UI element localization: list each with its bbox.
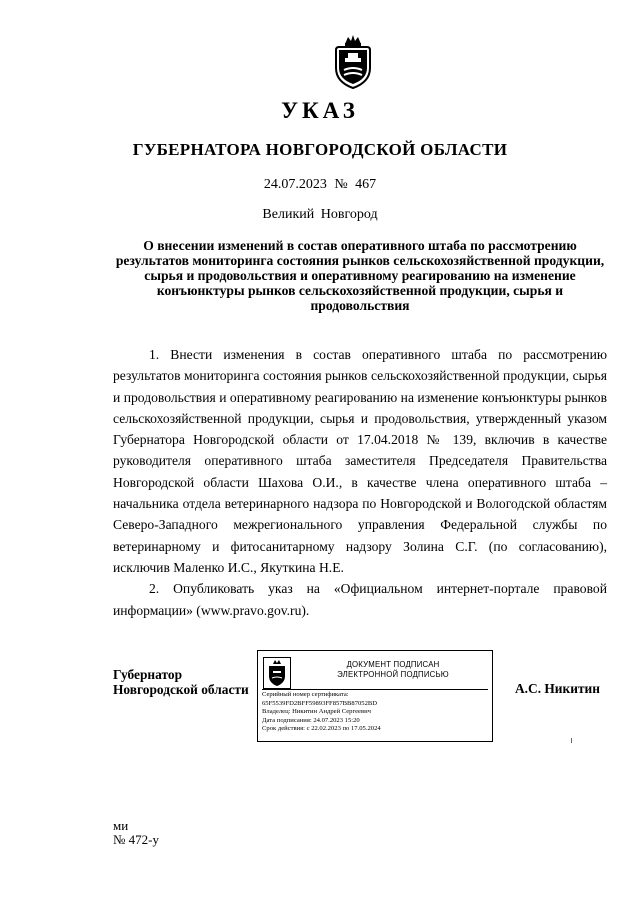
- stamp-cert-label: Серийный номер сертификата:: [262, 691, 349, 698]
- signer-position-line1: Губернатор: [113, 667, 183, 682]
- coat-of-arms-icon: [330, 30, 376, 90]
- stamp-validity: Срок действия: с 22.02.2023 по 17.05.2024: [262, 725, 381, 733]
- footer-initials: ми: [113, 818, 129, 833]
- issuer-title: ГУБЕРНАТОРА НОВГОРОДСКОЙ ОБЛАСТИ: [132, 140, 508, 159]
- document-heading: О внесении изменений в состав оперативного штаба по рассмотрению результатов мониторинга состояния рынков сельскохозяйственной продукции, сырья и продовольствия и оперативному реагированию на изменение конъюнктуры рынков сельскохозяйственной продукции, сырья и продовольствия: [115, 238, 605, 313]
- stamp-details: [262, 691, 490, 734]
- document-date: 24.07.2023: [263, 177, 327, 192]
- signer-name: А.С. Никитин: [515, 681, 600, 696]
- number-sign: №: [334, 177, 348, 192]
- signer-position-line2: Новгородской области: [113, 682, 249, 697]
- stamp-emblem-icon: [263, 657, 291, 689]
- stamp-owner: Владелец: Никитин Андрей Сергеевич: [262, 708, 371, 716]
- stamp-cert-serial: 65F5539FD2BFF59893FF857BB87052BD: [262, 699, 378, 707]
- paragraph-1: 1. Внести изменения в состав оперативного штаба по рассмотрению результатов мониторинга состояния рынков сельскохозяйственной продукции, сырья и продовольствия и оперативному реагированию на изменение конъюнктуры рынков сельскохозяйственной продукции, сырья и продовольствия, утвержденный указом Губернатора Новгородской области от 17.04.2018 № 139, включив в качестве руководителя оперативного штаба заместителя Председателя Правительства Новгородской области Шахова О.И., в качестве члена оперативного штаба – начальника отдела ветеринарного надзора по Новгородской и Вологодской областям Северо-Западного межрегионального управления Федеральной службы по ветеринарному и фитосанитарному надзору Золина С.Г. (по согласованию), исключив Маленко И.С., Якуткина Н.Е.: [113, 347, 607, 575]
- electronic-signature-stamp: [257, 650, 493, 742]
- document-type-title: УКАЗ: [281, 98, 359, 123]
- stamp-signed-date: Дата подписания: 24.07.2023 15:20: [262, 716, 360, 724]
- document-number: 467: [355, 177, 377, 192]
- signer-position: [113, 667, 249, 697]
- stamp-header: [298, 660, 488, 680]
- city: Великий Новгород: [262, 207, 378, 222]
- footer-number: № 472-у: [113, 831, 159, 847]
- stamp-line1: ДОКУМЕНТ ПОДПИСАН: [346, 660, 440, 669]
- paragraph-2: 2. Опубликовать указ на «Официальном интернет-портале правовой информации» (www.pravo.gov.ru).: [113, 581, 607, 618]
- stamp-divider: [262, 689, 488, 690]
- footer-reference: [113, 819, 159, 846]
- date-number-line: [0, 177, 640, 193]
- document-body: [113, 344, 607, 621]
- scan-mark: [571, 738, 572, 743]
- stamp-line2: ЭЛЕКТРОННОЙ ПОДПИСЬЮ: [337, 670, 449, 679]
